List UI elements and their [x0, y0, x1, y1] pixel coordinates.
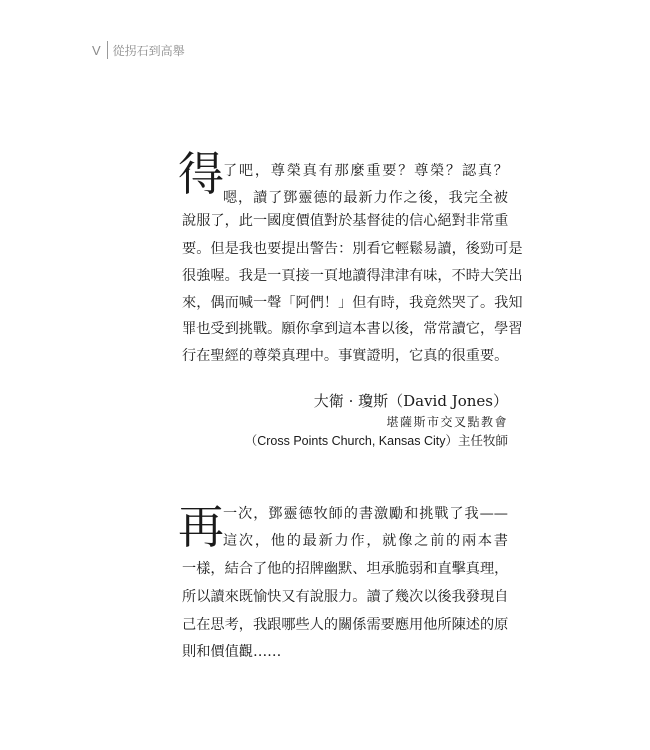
endorser-name: 大衛 · 瓊斯（David Jones） — [313, 392, 508, 410]
book-title: 從拐石到高舉 — [112, 43, 185, 58]
text-line: 一樣，結合了他的招牌幽默、坦承脆弱和直擊真理， — [182, 561, 509, 577]
text-line: 這次，他的最新力作，就像之前的兩本書 — [223, 533, 508, 549]
text-line: 行在聖經的尊榮真理中。事實證明，它真的很重要。 — [182, 348, 509, 364]
text-line: 罪也受到挑戰。願你拿到這本書以後，常常讀它，學習 — [182, 321, 523, 337]
text-line: 來，偶而喊一聲「阿們！」但有時，我竟然哭了。我知 — [182, 295, 523, 311]
endorser-role: （Cross Points Church, Kansas City）主任牧師 — [244, 434, 508, 448]
text-line: 則和價值觀…… — [182, 644, 282, 660]
text-line: 己在思考，我跟哪些人的關係需要應用他所陳述的原 — [182, 617, 509, 633]
text-line: 了吧，尊榮真有那麼重要？尊榮？認真？ — [223, 163, 508, 179]
text-line: 說服了，此一國度價值對於基督徒的信心絕對非常重 — [182, 213, 509, 229]
header-divider — [107, 41, 108, 59]
text-line: 很強喔。我是一頁接一頁地讀得津津有味，不時大笑出 — [182, 268, 523, 284]
page-number: V — [92, 42, 101, 58]
text-line: 嗯，讀了鄧靈德的最新力作之後，我完全被 — [223, 190, 508, 206]
endorser-affiliation: 堪薩斯市交叉點教會 — [386, 415, 508, 429]
running-header — [92, 41, 185, 59]
drop-cap: 再 — [178, 500, 224, 554]
text-line: 要。但是我也要提出警告：別看它輕鬆易讀，後勁可是 — [182, 241, 523, 257]
text-line: 所以讀來既愉快又有說服力。讀了幾次以後我發現自 — [182, 589, 509, 605]
drop-cap: 得 — [178, 147, 224, 201]
text-line: 一次，鄧靈德牧師的書激勵和挑戰了我—— — [223, 506, 508, 522]
